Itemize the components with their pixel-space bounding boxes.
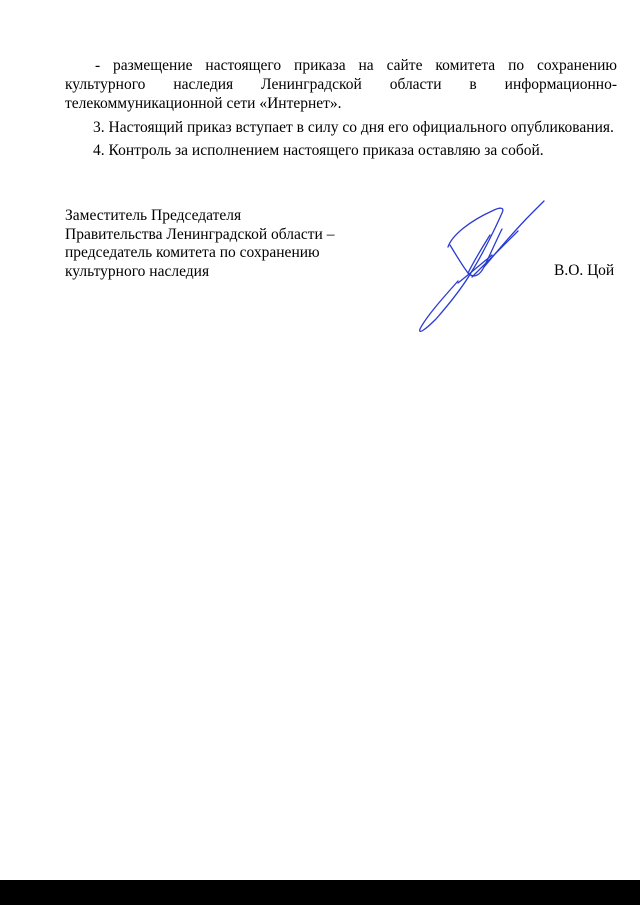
signer-name: В.О. Цой xyxy=(554,262,615,279)
signatory-title-line-4: культурного наследия xyxy=(65,262,210,280)
scan-bottom-edge xyxy=(0,880,640,905)
signatory-title-line-1: Заместитель Председателя xyxy=(65,207,242,224)
bullet-line-1 xyxy=(65,56,617,75)
bullet-line-2: культурного наследия Ленинградской области в информационно- xyxy=(65,76,617,93)
item-4-paragraph: 4. Контроль за исполнением настоящего приказа оставляю за собой. xyxy=(93,142,544,159)
bullet-text-line-1: размещение настоящего приказа на сайте комитета по сохранению xyxy=(113,57,617,74)
bullet-line-3: телекоммуникационной сети «Интернет». xyxy=(65,95,342,112)
signatory-title-line-3: председатель комитета по сохранению xyxy=(65,244,320,261)
handwritten-signature xyxy=(410,195,560,340)
signatory-title-line-2: Правительства Ленинградской области – xyxy=(65,225,335,243)
bullet-dash: - xyxy=(95,57,101,74)
item-3-paragraph: 3. Настоящий приказ вступает в силу со дня его официального опубликования. xyxy=(93,119,614,136)
signatory-title xyxy=(65,207,395,281)
bullet-item-publication xyxy=(65,56,617,113)
